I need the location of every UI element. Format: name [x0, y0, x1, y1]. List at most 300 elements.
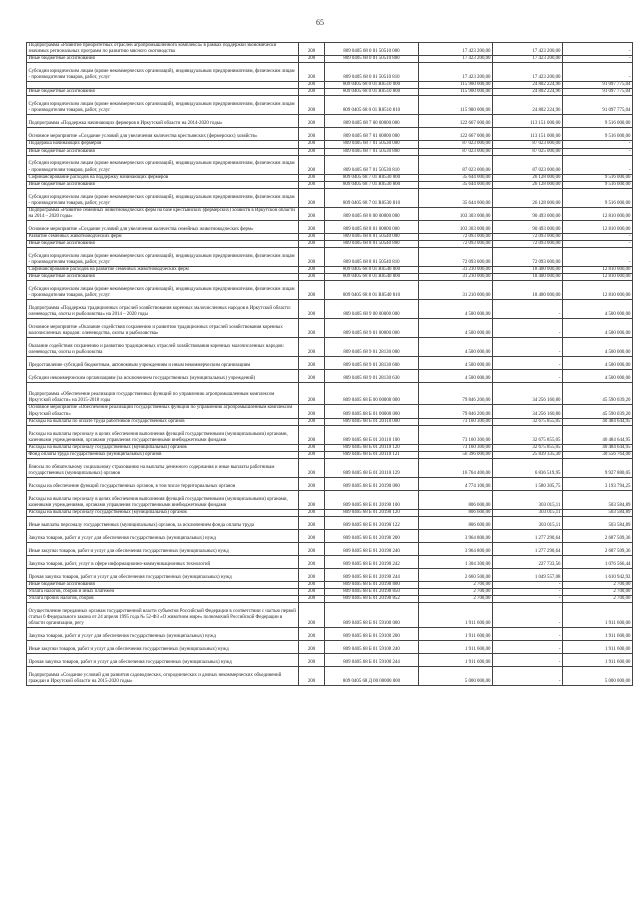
row-code-cell: 200 — [299, 141, 325, 148]
row-name-cell: Расходы на обеспечение функций государственных органов, в том числе территориальных органов — [27, 477, 299, 490]
row-unexecuted-amount-cell: 40 484 644,95 — [563, 444, 633, 451]
row-unexecuted-amount-cell: 91 097 775,04 — [563, 96, 633, 115]
row-name-cell: Прочая закупка товаров, работ и услуг для обеспечения государственных (муниципальных) нужд — [27, 568, 299, 581]
row-classification-code-cell: 809 0405 68 7 00 00000 000 — [325, 115, 419, 128]
table-row — [27, 477, 633, 490]
row-executed-amount-cell: 6 836 519,95 — [493, 458, 563, 477]
row-code-cell: 200 — [299, 444, 325, 451]
row-classification-code-cell: 809 0405 68 7 01 00000 000 — [325, 128, 419, 141]
table-row — [27, 451, 633, 458]
row-approved-amount-cell: 103 303 000,00 — [419, 221, 493, 234]
row-code-cell: 200 — [299, 241, 325, 248]
row-name-cell: Основное мероприятие «Обеспечение реализации государственных функций по управлению агропромышленным комплексом Иркутской области» — [27, 405, 299, 418]
row-unexecuted-amount-cell: 45 590 039,20 — [563, 405, 633, 418]
row-name-cell: Иные бюджетные ассигнования — [27, 181, 299, 188]
row-unexecuted-amount-cell: 9 516 000,00 — [563, 115, 633, 128]
row-unexecuted-amount-cell: 4 500 000,00 — [563, 300, 633, 319]
row-code-cell: 200 — [299, 555, 325, 568]
row-name-cell: Оказание содействия сохранению и развитию традиционных отраслей хозяйствования коренных малочисленных народов: оленеводства, охоты и рыболовства — [27, 338, 299, 357]
row-classification-code-cell: 809 0405 68 Б 01 20110 100 — [325, 425, 419, 444]
row-classification-code-cell: 809 0405 68 0 01 R0510 000 — [325, 82, 419, 89]
row-name-cell: Подпрограмма «Развитие приоритетных отраслей агропромышленного комплекса» в рамках поддержки экономически значимых региональных программ по развитию мясного скотоводства — [27, 43, 299, 56]
row-unexecuted-amount-cell: 1 911 600,00 — [563, 628, 633, 641]
row-code-cell: 200 — [299, 357, 325, 370]
row-name-cell: Софинансирование расходов на развитие семейных животноводческих ферм — [27, 267, 299, 274]
row-classification-code-cell: 809 0405 68 7 01 R0530 000 — [325, 174, 419, 181]
row-classification-code-cell: 809 0405 68 8 00 00000 000 — [325, 207, 419, 220]
row-classification-code-cell: 809 0405 68 Б 01 20190 200 — [325, 529, 419, 542]
row-name-cell: Иные бюджетные ассигнования — [27, 241, 299, 248]
row-name-cell: Подпрограмма «Создание условий для развития садоводческих, огороднических и дачных некоммерческих объединений граждан в Иркутской области на 2015-2020 годы» — [27, 667, 299, 686]
row-name-cell: Закупка товаров, работ, услуг в сфере информационно-коммуникационных технологий — [27, 555, 299, 568]
row-unexecuted-amount-cell: - — [563, 56, 633, 63]
row-approved-amount-cell: 4 500 000,00 — [419, 370, 493, 383]
row-name-cell: Иные бюджетные ассигнования — [27, 274, 299, 281]
row-name-cell: Осуществление переданных органам государственной власти субъектов Российской Федерации в соответствии с частью первой статьи 6 Федерального закона от 24 апреля 1995 года № 52-ФЗ «О животном мире» полномочий Российской Федерации в области организации, регу — [27, 603, 299, 628]
row-approved-amount-cell: 87 023 000,00 — [419, 141, 493, 148]
row-approved-amount-cell: 56 396 000,00 — [419, 451, 493, 458]
table-row — [27, 281, 633, 300]
row-unexecuted-amount-cell: 4 500 000,00 — [563, 319, 633, 338]
row-approved-amount-cell: 3 964 800,00 — [419, 542, 493, 555]
table-row — [27, 181, 633, 188]
row-classification-code-cell: 809 0405 68 Б 01 20110 121 — [325, 451, 419, 458]
row-name-cell: Иные бюджетные ассигнования — [27, 89, 299, 96]
row-executed-amount-cell: 87 023 000,00 — [493, 141, 563, 148]
row-executed-amount-cell: - — [493, 596, 563, 603]
row-code-cell: 200 — [299, 451, 325, 458]
table-row — [27, 319, 633, 338]
row-classification-code-cell: 809 0405 68 9 01 00000 000 — [325, 319, 419, 338]
row-classification-code-cell: 809 0405 68 7 01 50530 800 — [325, 148, 419, 155]
row-classification-code-cell: 809 0405 68 9 01 28130 600 — [325, 357, 419, 370]
row-name-cell: Уплата прочих налогов, сборов — [27, 596, 299, 603]
row-unexecuted-amount-cell: 12 810 000,00 — [563, 281, 633, 300]
row-classification-code-cell: 809 0405 68 Б 01 59100 000 — [325, 603, 419, 628]
table-row — [27, 267, 633, 274]
row-executed-amount-cell: 18 400 000,00 — [493, 267, 563, 274]
table-row — [27, 383, 633, 405]
row-classification-code-cell: 809 0405 68 Б 00 00000 000 — [325, 383, 419, 405]
row-classification-code-cell: 809 0405 68 Б 01 20190 242 — [325, 555, 419, 568]
row-classification-code-cell: 809 0405 68 9 01 28130 630 — [325, 370, 419, 383]
row-code-cell: 200 — [299, 581, 325, 588]
row-executed-amount-cell: 18 400 000,00 — [493, 274, 563, 281]
row-executed-amount-cell: 303 015,11 — [493, 490, 563, 509]
row-executed-amount-cell: 1 049 557,08 — [493, 568, 563, 581]
row-name-cell: Субсидии юридическим лицам (кроме некоммерческих организаций), индивидуальным предпринимателям, физическим лицам - производителям товаров, работ, услуг — [27, 188, 299, 207]
table-row — [27, 555, 633, 568]
row-code-cell: 200 — [299, 338, 325, 357]
row-name-cell: Основное мероприятие «Оказание содействия сохранению и развитию традиционных отраслей хозяйствования коренных малочисленных народов: оленеводства, охоты и рыболовства» — [27, 319, 299, 338]
table-row — [27, 654, 633, 667]
row-classification-code-cell: 809 0405 68 8 01 50540 000 — [325, 234, 419, 241]
row-classification-code-cell: 809 0405 68 7 01 50530 810 — [325, 155, 419, 174]
table-row — [27, 357, 633, 370]
row-code-cell: 200 — [299, 181, 325, 188]
row-classification-code-cell: 809 0405 68 Б 01 20190 244 — [325, 568, 419, 581]
row-executed-amount-cell: 90 493 000,00 — [493, 207, 563, 220]
row-classification-code-cell: 809 0405 68 8 01 R0540 000 — [325, 267, 419, 274]
row-executed-amount-cell: 90 493 000,00 — [493, 221, 563, 234]
row-approved-amount-cell: 1 911 600,00 — [419, 641, 493, 654]
row-approved-amount-cell: 1 911 600,00 — [419, 603, 493, 628]
row-classification-code-cell: 809 0405 68 Б 01 20190 240 — [325, 542, 419, 555]
table-row — [27, 516, 633, 529]
row-executed-amount-cell: 113 151 000,00 — [493, 115, 563, 128]
table-row — [27, 234, 633, 241]
row-executed-amount-cell: 24 802 224,96 — [493, 89, 563, 96]
row-name-cell — [27, 82, 299, 89]
row-executed-amount-cell: 17 423 200,00 — [493, 43, 563, 56]
table-row — [27, 418, 633, 425]
row-classification-code-cell: 809 0405 68 8 01 R0540 800 — [325, 274, 419, 281]
table-row — [27, 248, 633, 267]
row-unexecuted-amount-cell: - — [563, 141, 633, 148]
row-unexecuted-amount-cell: 2 700,00 — [563, 581, 633, 588]
row-unexecuted-amount-cell: 503 584,89 — [563, 509, 633, 516]
row-name-cell: Закупка товаров, работ и услуг для обеспечения государственных (муниципальных) нужд — [27, 529, 299, 542]
row-approved-amount-cell: 35 644 000,00 — [419, 188, 493, 207]
row-code-cell: 200 — [299, 281, 325, 300]
row-name-cell: Иные бюджетные ассигнования — [27, 56, 299, 63]
row-unexecuted-amount-cell: 9 516 000,00 — [563, 188, 633, 207]
row-name-cell: Закупка товаров, работ и услуг для обеспечения государственных (муниципальных) нужд — [27, 628, 299, 641]
row-name-cell: Субсидии юридическим лицам (кроме некоммерческих организаций), индивидуальным предпринимателям, физическим лицам - производителям товаров, работ, услуг — [27, 281, 299, 300]
row-approved-amount-cell: 115 900 000,00 — [419, 82, 493, 89]
row-executed-amount-cell: 17 423 200,00 — [493, 56, 563, 63]
row-executed-amount-cell: 72 093 000,00 — [493, 234, 563, 241]
row-code-cell: 200 — [299, 89, 325, 96]
row-executed-amount-cell: - — [493, 300, 563, 319]
row-approved-amount-cell: 72 093 000,00 — [419, 248, 493, 267]
table-row — [27, 141, 633, 148]
table-row — [27, 490, 633, 509]
row-code-cell: 200 — [299, 654, 325, 667]
table-row — [27, 221, 633, 234]
row-code-cell: 200 — [299, 248, 325, 267]
table-row — [27, 542, 633, 555]
row-code-cell: 200 — [299, 43, 325, 56]
row-unexecuted-amount-cell: 12 810 000,00 — [563, 207, 633, 220]
row-approved-amount-cell: 806 600,00 — [419, 509, 493, 516]
row-approved-amount-cell: 87 023 000,00 — [419, 155, 493, 174]
row-approved-amount-cell: 35 644 000,00 — [419, 174, 493, 181]
table-row — [27, 82, 633, 89]
row-executed-amount-cell: - — [493, 581, 563, 588]
row-code-cell: 200 — [299, 425, 325, 444]
row-approved-amount-cell: 2 700,00 — [419, 589, 493, 596]
table-body — [27, 43, 633, 686]
row-name-cell: Расходы на выплаты персоналу государственных (муниципальных) органов — [27, 444, 299, 451]
row-executed-amount-cell: 1 277 290,64 — [493, 529, 563, 542]
row-classification-code-cell: 809 0405 68 Б 01 20190 122 — [325, 516, 419, 529]
row-executed-amount-cell: 32 675 855,05 — [493, 418, 563, 425]
row-approved-amount-cell: 3 964 800,00 — [419, 529, 493, 542]
row-executed-amount-cell: 26 128 000,00 — [493, 188, 563, 207]
row-approved-amount-cell: 4 774 100,00 — [419, 477, 493, 490]
row-approved-amount-cell: 122 667 000,00 — [419, 115, 493, 128]
row-unexecuted-amount-cell: 2 700,00 — [563, 589, 633, 596]
row-unexecuted-amount-cell: 2 687 509,36 — [563, 529, 633, 542]
table-row — [27, 56, 633, 63]
row-classification-code-cell: 809 0405 68 7 01 R0530 800 — [325, 181, 419, 188]
row-executed-amount-cell: 303 015,11 — [493, 516, 563, 529]
table-row — [27, 155, 633, 174]
row-approved-amount-cell: 73 160 300,00 — [419, 418, 493, 425]
row-unexecuted-amount-cell: 4 500 000,00 — [563, 338, 633, 357]
row-approved-amount-cell: 1 911 600,00 — [419, 628, 493, 641]
row-approved-amount-cell: 806 600,00 — [419, 490, 493, 509]
row-executed-amount-cell: 87 025 000,00 — [493, 148, 563, 155]
row-classification-code-cell: 809 0405 68 Д 00 00000 000 — [325, 667, 419, 686]
row-code-cell: 200 — [299, 300, 325, 319]
row-executed-amount-cell: 303 015,11 — [493, 509, 563, 516]
row-name-cell: Прочая закупка товаров, работ и услуг для обеспечения государственных (муниципальных) нужд — [27, 654, 299, 667]
table-row — [27, 458, 633, 477]
row-executed-amount-cell: - — [493, 603, 563, 628]
row-name-cell: Субсидии некоммерческим организациям (за исключением государственных (муниципальных) учреждений) — [27, 370, 299, 383]
row-code-cell: 200 — [299, 267, 325, 274]
row-classification-code-cell: 809 0405 68 8 01 R0540 810 — [325, 281, 419, 300]
row-name-cell: Подпрограмма «Развитие семейных животноводческих ферм на базе крестьянских (фермерских) хозяйств в Иркутской области на 2014 – 2020 годы» — [27, 207, 299, 220]
table-row — [27, 128, 633, 141]
row-name-cell: Основное мероприятие «Создание условий для увеличения количества семейных животноводческих ферм» — [27, 221, 299, 234]
row-classification-code-cell: 809 0405 68 8 01 00000 000 — [325, 221, 419, 234]
row-unexecuted-amount-cell: 1 076 566,44 — [563, 555, 633, 568]
row-classification-code-cell: 809 0405 68 0 01 50510 810 — [325, 63, 419, 82]
row-name-cell: Подпрограмма «Поддержка традиционных отраслей хозяйствования коренных малочисленных народов в Иркутской области: оленеводства, охоты и рыболовства» на 2014 – 2020 годы — [27, 300, 299, 319]
row-code-cell: 200 — [299, 568, 325, 581]
row-unexecuted-amount-cell: 40 484 644,95 — [563, 425, 633, 444]
row-approved-amount-cell: 17 423 200,00 — [419, 56, 493, 63]
row-approved-amount-cell: 4 500 000,00 — [419, 357, 493, 370]
table-row — [27, 641, 633, 654]
table-row — [27, 174, 633, 181]
row-classification-code-cell: 809 0405 68 0 01 50510 800 — [325, 56, 419, 63]
row-name-cell: Взносы по обязательному социальному страхованию на выплаты денежного содержания и иные выплаты работникам государственных (муниципальных) органов — [27, 458, 299, 477]
row-name-cell: Софинансирование расходов на поддержку начинающих фермеров — [27, 174, 299, 181]
row-classification-code-cell: 809 0405 68 Б 01 00000 000 — [325, 405, 419, 418]
row-code-cell: 200 — [299, 221, 325, 234]
row-executed-amount-cell: - — [493, 338, 563, 357]
row-name-cell: Уплата налогов, сборов и иных платежей — [27, 589, 299, 596]
row-executed-amount-cell: 1 580 305,75 — [493, 477, 563, 490]
row-unexecuted-amount-cell: 503 584,89 — [563, 516, 633, 529]
row-classification-code-cell: 809 0405 68 Б 01 59100 240 — [325, 641, 419, 654]
row-code-cell: 200 — [299, 96, 325, 115]
table-row — [27, 188, 633, 207]
row-unexecuted-amount-cell: 1 911 600,00 — [563, 654, 633, 667]
row-code-cell: 200 — [299, 509, 325, 516]
row-approved-amount-cell: 115 900 000,00 — [419, 89, 493, 96]
row-executed-amount-cell: 17 423 200,00 — [493, 63, 563, 82]
row-code-cell: 200 — [299, 603, 325, 628]
table-row — [27, 529, 633, 542]
row-approved-amount-cell: 87 023 000,00 — [419, 148, 493, 155]
row-executed-amount-cell: 1 277 290,64 — [493, 542, 563, 555]
row-approved-amount-cell: 115 900 000,00 — [419, 96, 493, 115]
row-unexecuted-amount-cell: 3 193 794,25 — [563, 477, 633, 490]
row-executed-amount-cell: 18 400 000,00 — [493, 281, 563, 300]
row-name-cell: Предоставление субсидий бюджетным, автономным учреждениям и иным некоммерческим организациям — [27, 357, 299, 370]
row-classification-code-cell: 809 0405 68 9 00 00000 000 — [325, 300, 419, 319]
row-classification-code-cell: 809 0405 68 Б 01 20190 100 — [325, 490, 419, 509]
row-approved-amount-cell: 35 644 000,00 — [419, 181, 493, 188]
row-name-cell: Субсидии юридическим лицам (кроме некоммерческих организаций), индивидуальным предпринимателям, физическим лицам - производителям товаров, работ, услуг — [27, 63, 299, 82]
row-code-cell: 200 — [299, 542, 325, 555]
row-unexecuted-amount-cell: 91 097 775,04 — [563, 82, 633, 89]
table-row — [27, 628, 633, 641]
row-classification-code-cell: 809 0405 68 Б 01 20110 120 — [325, 444, 419, 451]
table-row — [27, 338, 633, 357]
row-executed-amount-cell: 26 128 000,00 — [493, 174, 563, 181]
row-executed-amount-cell: 72 093 000,00 — [493, 241, 563, 248]
row-name-cell: Субсидии юридическим лицам (кроме некоммерческих организаций), индивидуальным предпринимателям, физическим лицам - производителям товаров, работ, услуг — [27, 96, 299, 115]
table-row — [27, 370, 633, 383]
row-unexecuted-amount-cell: 4 500 000,00 — [563, 370, 633, 383]
row-classification-code-cell: 809 0405 68 8 01 50540 810 — [325, 248, 419, 267]
table-row — [27, 63, 633, 82]
row-executed-amount-cell: 113 151 000,00 — [493, 128, 563, 141]
row-unexecuted-amount-cell: 4 500 000,00 — [563, 357, 633, 370]
row-code-cell: 200 — [299, 589, 325, 596]
page-number: 65 — [316, 18, 324, 27]
row-approved-amount-cell: 31 210 000,00 — [419, 274, 493, 281]
row-name-cell: Расходы на выплаты персоналу государственных (муниципальных) органов — [27, 509, 299, 516]
row-unexecuted-amount-cell: 9 516 000,00 — [563, 174, 633, 181]
row-unexecuted-amount-cell: 2 687 509,36 — [563, 542, 633, 555]
table-row — [27, 509, 633, 516]
row-name-cell: Субсидии юридическим лицам (кроме некоммерческих организаций), индивидуальным предпринимателям, физическим лицам - производителям товаров, работ, услуг — [27, 248, 299, 267]
row-classification-code-cell: 809 0405 68 Б 01 20190 852 — [325, 596, 419, 603]
row-unexecuted-amount-cell: - — [563, 234, 633, 241]
row-executed-amount-cell: - — [493, 357, 563, 370]
row-approved-amount-cell: 2 660 500,00 — [419, 568, 493, 581]
row-approved-amount-cell: 4 500 000,00 — [419, 319, 493, 338]
table-row — [27, 667, 633, 686]
row-name-cell: Иные закупки товаров, работ и услуг для обеспечения государственных (муниципальных) нужд — [27, 641, 299, 654]
row-executed-amount-cell: 25 839 335,30 — [493, 451, 563, 458]
row-unexecuted-amount-cell: 30 556 764,00 — [563, 451, 633, 458]
row-unexecuted-amount-cell: 40 484 644,95 — [563, 418, 633, 425]
row-executed-amount-cell: 32 675 855,05 — [493, 425, 563, 444]
row-code-cell: 200 — [299, 641, 325, 654]
row-name-cell: Поддержка начинающих фермеров — [27, 141, 299, 148]
row-approved-amount-cell: 1 304 300,00 — [419, 555, 493, 568]
row-approved-amount-cell: 806 600,00 — [419, 516, 493, 529]
table-row — [27, 425, 633, 444]
row-approved-amount-cell: 5 000 000,00 — [419, 667, 493, 686]
table-row — [27, 581, 633, 588]
row-unexecuted-amount-cell: 9 927 880,05 — [563, 458, 633, 477]
row-code-cell: 200 — [299, 370, 325, 383]
row-name-cell: Фонд оплаты труда государственных (муниципальных) органов — [27, 451, 299, 458]
row-name-cell: Расходы на выплаты персоналу в целях обеспечения выполнения функций государственными (муниципальными) органами, казенными учреждениями, органами управления государственными внебюджетными фондами — [27, 425, 299, 444]
row-unexecuted-amount-cell: 1 610 942,92 — [563, 568, 633, 581]
row-code-cell: 200 — [299, 174, 325, 181]
row-classification-code-cell: 809 0405 68 0 01 R0510 800 — [325, 89, 419, 96]
row-executed-amount-cell: - — [493, 667, 563, 686]
row-executed-amount-cell: 32 675 855,05 — [493, 444, 563, 451]
row-unexecuted-amount-cell: 2 700,00 — [563, 596, 633, 603]
row-unexecuted-amount-cell: 5 000 000,00 — [563, 667, 633, 686]
row-executed-amount-cell: 87 023 000,00 — [493, 155, 563, 174]
row-approved-amount-cell: 2 700,00 — [419, 581, 493, 588]
row-name-cell: Иные бюджетные ассигнования — [27, 148, 299, 155]
row-unexecuted-amount-cell: 12 810 000,00 — [563, 221, 633, 234]
row-approved-amount-cell: 1 911 600,00 — [419, 654, 493, 667]
row-code-cell: 200 — [299, 188, 325, 207]
row-approved-amount-cell: 16 764 400,00 — [419, 458, 493, 477]
row-code-cell: 200 — [299, 477, 325, 490]
row-classification-code-cell: 809 0405 68 9 01 28130 000 — [325, 338, 419, 357]
row-executed-amount-cell: 34 256 160,80 — [493, 405, 563, 418]
row-approved-amount-cell: 73 160 300,00 — [419, 425, 493, 444]
row-code-cell: 200 — [299, 458, 325, 477]
row-name-cell: Субсидии юридическим лицам (кроме некоммерческих организаций), индивидуальным предпринимателям, физическим лицам - производителям товаров, работ, услуг — [27, 155, 299, 174]
row-executed-amount-cell: 24 802 224,96 — [493, 96, 563, 115]
row-unexecuted-amount-cell: - — [563, 241, 633, 248]
row-name-cell: Подпрограмма «Поддержка начинающих фермеров в Иркутской области на 2014-2020 годы» — [27, 115, 299, 128]
row-unexecuted-amount-cell: 9 516 000,00 — [563, 181, 633, 188]
row-unexecuted-amount-cell: - — [563, 155, 633, 174]
row-executed-amount-cell: - — [493, 641, 563, 654]
row-name-cell: Иные выплаты персоналу государственных (муниципальных) органов, за исключением фонда оплаты труда — [27, 516, 299, 529]
row-executed-amount-cell: - — [493, 319, 563, 338]
row-unexecuted-amount-cell: - — [563, 148, 633, 155]
row-executed-amount-cell: - — [493, 628, 563, 641]
row-approved-amount-cell: 79 846 200,00 — [419, 405, 493, 418]
row-classification-code-cell: 809 0405 68 Б 01 59100 244 — [325, 654, 419, 667]
row-code-cell: 200 — [299, 319, 325, 338]
row-code-cell: 200 — [299, 56, 325, 63]
table-row — [27, 300, 633, 319]
row-unexecuted-amount-cell: - — [563, 248, 633, 267]
row-unexecuted-amount-cell: - — [563, 43, 633, 56]
row-classification-code-cell: 809 0405 68 Б 01 20190 120 — [325, 509, 419, 516]
row-approved-amount-cell: 72 093 000,00 — [419, 234, 493, 241]
row-code-cell: 200 — [299, 207, 325, 220]
row-executed-amount-cell: - — [493, 654, 563, 667]
row-code-cell: 200 — [299, 418, 325, 425]
row-code-cell: 200 — [299, 529, 325, 542]
row-name-cell: Подпрограмма «Обеспечение реализации государственных функций по управлению агропромышленным комплексом Иркутской области» на 2015-2018 годы — [27, 383, 299, 405]
row-unexecuted-amount-cell: 9 516 000,00 — [563, 128, 633, 141]
row-code-cell: 200 — [299, 490, 325, 509]
row-executed-amount-cell: 34 256 160,80 — [493, 383, 563, 405]
table-row — [27, 274, 633, 281]
row-unexecuted-amount-cell: 12 810 000,00 — [563, 267, 633, 274]
row-name-cell: Основное мероприятие «Создание условий для увеличения количества крестьянских (фермерских) хозяйств» — [27, 128, 299, 141]
row-code-cell: 200 — [299, 63, 325, 82]
row-code-cell: 200 — [299, 405, 325, 418]
budget-execution-table — [26, 42, 633, 686]
table-row — [27, 596, 633, 603]
row-classification-code-cell: 809 0405 68 7 01 R0530 810 — [325, 188, 419, 207]
row-name-cell: Иные бюджетные ассигнования — [27, 581, 299, 588]
row-classification-code-cell: 809 0405 68 Б 01 20110 000 — [325, 418, 419, 425]
row-code-cell: 200 — [299, 667, 325, 686]
row-unexecuted-amount-cell: 1 911 600,00 — [563, 641, 633, 654]
row-approved-amount-cell: 72 093 000,00 — [419, 241, 493, 248]
table-row — [27, 444, 633, 451]
row-approved-amount-cell: 79 846 200,00 — [419, 383, 493, 405]
row-classification-code-cell: 809 0405 68 0 01 R0510 810 — [325, 96, 419, 115]
row-executed-amount-cell: - — [493, 589, 563, 596]
table-row — [27, 43, 633, 56]
row-code-cell: 200 — [299, 274, 325, 281]
